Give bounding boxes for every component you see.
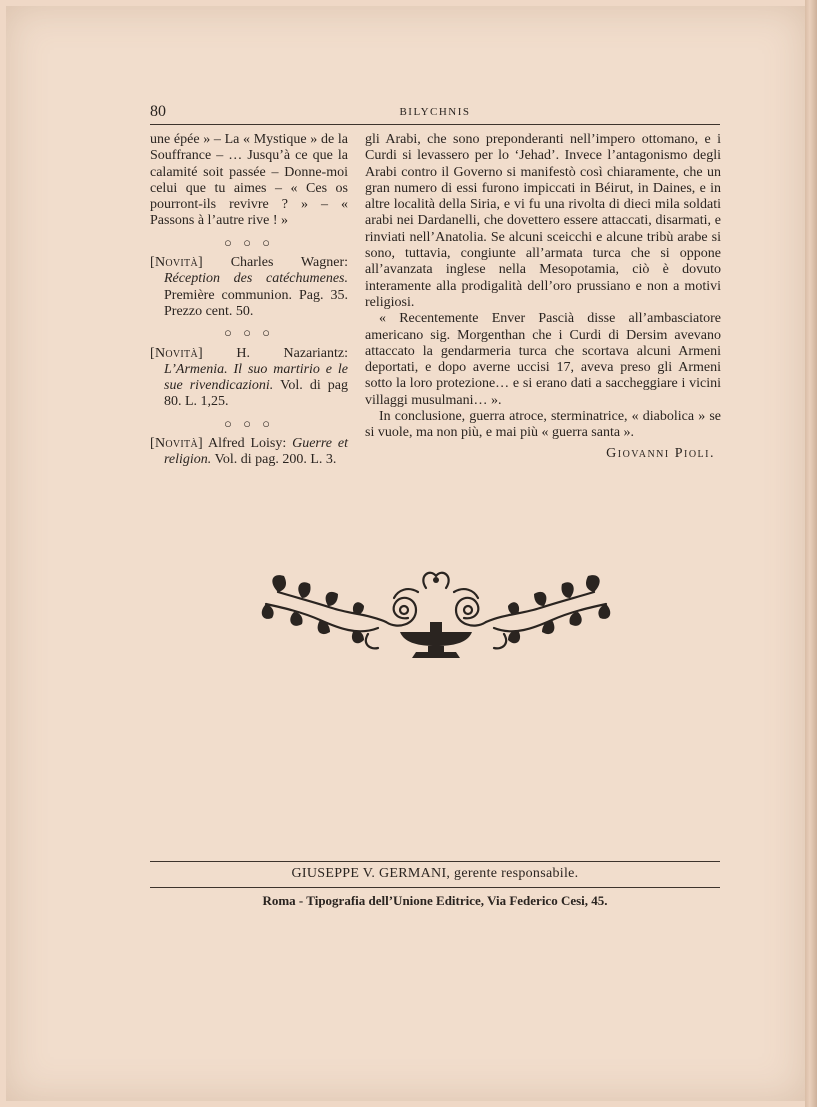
separator: ○ ○ ○: [223, 234, 275, 250]
header-rule: [150, 124, 720, 125]
footer-rule-bottom: [150, 887, 720, 888]
entry-author: Charles Wagner:: [230, 255, 348, 271]
page-header: [150, 103, 720, 123]
page-number: 80: [150, 103, 166, 120]
entry-details: Première communion. Pag. 35. Prezzo cent. 50.: [164, 287, 348, 319]
entry-tag: [Novità]: [150, 255, 203, 271]
body-paragraph: gli Arabi, che sono preponderanti nell’impero ottomano, e i Curdi si levassero per lo ‘Jehad’. Invece l’antagonismo degli Arabi contro il Governo si manifestò così chiaramente, che un gran numero di essi furono impiccati in Béirut, in Daines, e in altre località della Siria, e vi fu una rivolta di dieci mila soldati arabi nei Dardanelli, che dovettero essere attaccati, disarmati, e rinviati nell’Anatolia. Se alcuni sceicchi e alcune tribù arabe si sono, tuttavia, congiunte all’armata turca che si oppone all’avanzata inglese nella Mesopotamia, ciò è dovuto interamente alla prodigalità dell’oro prussiano e non a motivi religiosi.: [365, 132, 721, 310]
entry-details: Vol. di pag 80. L. 1,25.: [164, 378, 348, 410]
entry-title: Guerre et religion.: [164, 436, 348, 468]
entry-title: Réception des catéchumenes.: [164, 271, 348, 287]
footer-rule-top: [150, 861, 720, 862]
book-entry: [150, 346, 348, 411]
running-title: BILYCHNIS: [399, 106, 471, 118]
book-entry: [150, 255, 348, 320]
entry-tag: [Novità]: [150, 436, 203, 452]
book-entry: [150, 436, 348, 469]
entry-author: H. Nazariantz:: [236, 345, 349, 361]
gerente-line: GIUSEPPE V. GERMANI, gerente responsabile.: [291, 866, 579, 881]
left-column: [150, 132, 348, 469]
intro-text: une épée » – La « Mystique » de la Souffrance – … Jusqu’à ce que la calamité soit passée – Donne-moi celui que tu aimes – « Ces os pourront-ils revivre ? » – « Passons à l’autre rive ! »: [150, 132, 348, 229]
separator: ○ ○ ○: [223, 415, 275, 431]
body-paragraph: In conclusione, guerra atroce, sterminatrice, « diabolica » se si vuole, ma non più, e mai più « guerra santa ».: [365, 409, 721, 441]
separator: ○ ○ ○: [223, 325, 275, 341]
entry-title: L’Armenia. Il suo martirio e le sue rivendicazioni.: [164, 361, 348, 394]
entry-tag: [Novità]: [150, 345, 203, 361]
body-paragraph: « Recentemente Enver Pascià disse all’ambasciatore americano sig. Morgenthan che i Curdi di Dersim avevano attaccato la gendarmeria turca che scortava alcuni Armeni deportati, e dopo averne uccisi 17, aveva preso gli Armeni sotto la loro protezione… e si erano dati a saccheggiare i vicini villaggi musulmani… ».: [365, 311, 721, 408]
entry-details: Vol. di pag. 200. L. 3.: [214, 452, 337, 468]
author-signature: Giovanni Pioli.: [606, 445, 715, 461]
floral-ornament-icon: [258, 558, 614, 662]
printer-line: Roma - Tipografia dell’Unione Editrice, Via Federico Cesi, 45.: [262, 893, 608, 908]
entry-author: Alfred Loisy:: [208, 436, 287, 452]
right-column: [365, 132, 721, 462]
page-edge: [805, 0, 817, 1107]
